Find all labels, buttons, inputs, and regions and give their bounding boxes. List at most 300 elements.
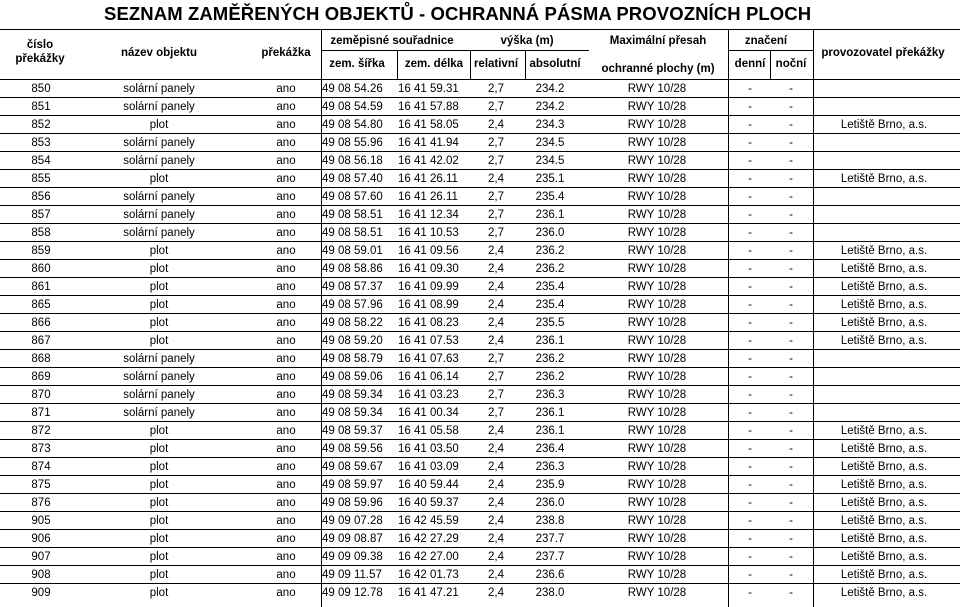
cell-provozovatel: Letiště Brno, a.s. [840,335,928,347]
col-header-prekazka: překážka [261,47,311,59]
cell-nazev: plot [149,245,169,257]
cell-abs: 235.4 [535,281,565,293]
cell-denni: - [748,335,752,347]
header-top-rule [0,29,960,30]
cell-presah: RWY 10/28 [627,551,687,563]
cell-delka: 16 41 03.09 [398,461,459,473]
cell-cislo: 869 [31,371,51,383]
cell-denni: - [748,137,752,149]
cell-sirka: 49 08 54.26 [322,83,383,95]
cell-abs: 238.0 [535,587,565,599]
cell-presah: RWY 10/28 [627,101,687,113]
cell-abs: 234.2 [535,101,565,113]
cell-delka: 16 41 07.53 [398,335,459,347]
cell-presah: RWY 10/28 [627,83,687,95]
cell-abs: 236.2 [535,245,565,257]
cell-delka: 16 41 57.88 [398,101,459,113]
page-title: SEZNAM ZAMĚŘENÝCH OBJEKTŮ - OCHRANNÁ PÁSMA PROVOZNÍCH PLOCH [104,3,812,24]
cell-cislo: 852 [31,119,51,131]
cell-rel: 2,7 [488,155,504,167]
col-header-cislo-line1: číslo [26,39,54,51]
cell-prekazka: ano [276,119,296,131]
cell-cislo: 857 [31,209,51,221]
cell-prekazka: ano [276,533,296,545]
cell-delka: 16 41 08.99 [398,299,459,311]
cell-sirka: 49 08 58.51 [322,227,383,239]
cell-denni: - [748,425,752,437]
col-header-presah: Maximální přesah [609,35,707,47]
cell-provozovatel: Letiště Brno, a.s. [840,497,928,509]
cell-nocni: - [789,227,793,239]
cell-prekazka: ano [276,407,296,419]
col-header-presah-sub: ochranné plochy (m) [601,63,715,75]
cell-sirka: 49 08 58.79 [322,353,383,365]
cell-cislo: 865 [31,299,51,311]
cell-nazev: solární panely [123,155,195,167]
cell-denni: - [748,515,752,527]
cell-cislo: 856 [31,191,51,203]
cell-sirka: 49 08 54.80 [322,119,383,131]
cell-nocni: - [789,479,793,491]
cell-prekazka: ano [276,443,296,455]
cell-provozovatel: Letiště Brno, a.s. [840,317,928,329]
cell-cislo: 854 [31,155,51,167]
cell-abs: 235.9 [535,479,565,491]
cell-nocni: - [789,83,793,95]
cell-nazev: solární panely [123,83,195,95]
cell-rel: 2,7 [488,83,504,95]
header-sub-rule-coords [321,50,589,51]
cell-presah: RWY 10/28 [627,353,687,365]
cell-sirka: 49 08 57.60 [322,191,383,203]
cell-cislo: 906 [31,533,51,545]
table-row [0,547,960,565]
cell-delka: 16 42 01.73 [398,569,459,581]
cell-nocni: - [789,425,793,437]
cell-denni: - [748,119,752,131]
cell-nazev: plot [149,425,169,437]
cell-denni: - [748,263,752,275]
cell-denni: - [748,245,752,257]
cell-rel: 2,4 [488,299,504,311]
cell-nocni: - [789,155,793,167]
cell-denni: - [748,209,752,221]
col-header-cislo-line2: překážky [15,53,65,65]
table-row [0,385,960,403]
cell-rel: 2,4 [488,497,504,509]
cell-nazev: plot [149,587,169,599]
cell-nazev: plot [149,461,169,473]
cell-abs: 236.3 [535,389,565,401]
cell-prekazka: ano [276,317,296,329]
cell-sirka: 49 08 59.01 [322,245,383,257]
cell-presah: RWY 10/28 [627,515,687,527]
cell-nazev: plot [149,569,169,581]
cell-rel: 2,7 [488,371,504,383]
cell-nazev: plot [149,281,169,293]
cell-prekazka: ano [276,497,296,509]
cell-nazev: solární panely [123,227,195,239]
cell-delka: 16 41 10.53 [398,227,459,239]
cell-rel: 2,4 [488,587,504,599]
table-row [0,169,960,187]
cell-prekazka: ano [276,101,296,113]
cell-provozovatel: Letiště Brno, a.s. [840,479,928,491]
cell-rel: 2,7 [488,137,504,149]
cell-provozovatel: Letiště Brno, a.s. [840,443,928,455]
table-row [0,565,960,583]
cell-abs: 236.2 [535,353,565,365]
cell-presah: RWY 10/28 [627,137,687,149]
cell-prekazka: ano [276,353,296,365]
cell-nocni: - [789,281,793,293]
cell-delka: 16 41 09.30 [398,263,459,275]
cell-rel: 2,7 [488,353,504,365]
col-header-denni: denní [734,58,766,70]
cell-delka: 16 41 03.50 [398,443,459,455]
cell-sirka: 49 08 59.20 [322,335,383,347]
cell-nazev: plot [149,119,169,131]
cell-provozovatel: Letiště Brno, a.s. [840,569,928,581]
cell-nocni: - [789,497,793,509]
col-header-nocni: noční [775,58,807,70]
cell-cislo: 905 [31,515,51,527]
cell-nazev: plot [149,335,169,347]
table-row [0,313,960,331]
cell-prekazka: ano [276,191,296,203]
cell-nazev: plot [149,173,169,185]
cell-cislo: 871 [31,407,51,419]
cell-nocni: - [789,191,793,203]
cell-cislo: 875 [31,479,51,491]
cell-rel: 2,4 [488,317,504,329]
cell-denni: - [748,173,752,185]
cell-prekazka: ano [276,245,296,257]
table-row [0,259,960,277]
table-row [0,583,960,601]
cell-rel: 2,4 [488,551,504,563]
cell-sirka: 49 08 59.34 [322,389,383,401]
cell-nazev: solární panely [123,137,195,149]
cell-sirka: 49 09 11.57 [322,569,382,581]
cell-nazev: plot [149,299,169,311]
cell-cislo: 876 [31,497,51,509]
cell-presah: RWY 10/28 [627,209,687,221]
col-header-znaceni: značení [744,35,788,47]
cell-rel: 2,4 [488,119,504,131]
cell-abs: 237.7 [535,551,565,563]
table-row [0,223,960,241]
cell-prekazka: ano [276,551,296,563]
cell-nocni: - [789,461,793,473]
cell-prekazka: ano [276,155,296,167]
cell-denni: - [748,479,752,491]
table-row [0,97,960,115]
cell-cislo: 873 [31,443,51,455]
cell-delka: 16 41 09.56 [398,245,459,257]
cell-rel: 2,4 [488,281,504,293]
cell-denni: - [748,587,752,599]
cell-nocni: - [789,551,793,563]
cell-denni: - [748,299,752,311]
col-header-nazev: název objektu [120,47,198,59]
cell-rel: 2,4 [488,245,504,257]
cell-cislo: 868 [31,353,51,365]
cell-delka: 16 41 59.31 [398,83,459,95]
cell-presah: RWY 10/28 [627,443,687,455]
cell-cislo: 853 [31,137,51,149]
cell-rel: 2,4 [488,173,504,185]
cell-sirka: 49 08 55.96 [322,137,383,149]
cell-denni: - [748,83,752,95]
cell-sirka: 49 08 58.86 [322,263,383,275]
cell-abs: 236.1 [535,335,565,347]
cell-cislo: 851 [31,101,51,113]
cell-denni: - [748,281,752,293]
cell-delka: 16 40 59.37 [398,497,459,509]
cell-denni: - [748,353,752,365]
cell-abs: 234.2 [535,83,565,95]
table-row [0,205,960,223]
cell-delka: 16 41 58.05 [398,119,459,131]
cell-presah: RWY 10/28 [627,425,687,437]
cell-nazev: plot [149,479,169,491]
cell-delka: 16 41 03.23 [398,389,459,401]
table-row [0,493,960,511]
cell-cislo: 867 [31,335,51,347]
cell-rel: 2,4 [488,443,504,455]
cell-presah: RWY 10/28 [627,587,687,599]
cell-delka: 16 42 27.29 [398,533,459,545]
cell-provozovatel: Letiště Brno, a.s. [840,245,928,257]
cell-sirka: 49 08 58.51 [322,209,383,221]
cell-abs: 236.4 [535,443,565,455]
cell-abs: 236.0 [535,227,565,239]
cell-rel: 2,4 [488,479,504,491]
cell-sirka: 49 09 07.28 [322,515,383,527]
cell-delka: 16 41 00.34 [398,407,459,419]
cell-provozovatel: Letiště Brno, a.s. [840,263,928,275]
cell-cislo: 907 [31,551,51,563]
cell-nocni: - [789,101,793,113]
cell-presah: RWY 10/28 [627,227,687,239]
cell-sirka: 49 08 59.97 [322,479,383,491]
table-row [0,457,960,475]
cell-provozovatel: Letiště Brno, a.s. [840,119,928,131]
cell-abs: 234.5 [535,155,565,167]
cell-prekazka: ano [276,83,296,95]
cell-rel: 2,4 [488,515,504,527]
cell-denni: - [748,551,752,563]
cell-rel: 2,7 [488,101,504,113]
cell-delka: 16 41 08.23 [398,317,459,329]
cell-prekazka: ano [276,515,296,527]
cell-provozovatel: Letiště Brno, a.s. [840,551,928,563]
col-header-souradnice: zeměpisné souřadnice [330,35,454,47]
col-header-relativni: relativní [473,58,519,70]
cell-cislo: 850 [31,83,51,95]
col-sep-sub [470,50,471,79]
table-row [0,421,960,439]
cell-presah: RWY 10/28 [627,245,687,257]
cell-denni: - [748,443,752,455]
cell-presah: RWY 10/28 [627,407,687,419]
cell-provozovatel: Letiště Brno, a.s. [840,533,928,545]
cell-nocni: - [789,407,793,419]
cell-rel: 2,4 [488,335,504,347]
cell-presah: RWY 10/28 [627,173,687,185]
table-row [0,511,960,529]
cell-nocni: - [789,443,793,455]
table-row [0,367,960,385]
cell-nocni: - [789,515,793,527]
table-row [0,295,960,313]
cell-presah: RWY 10/28 [627,497,687,509]
cell-presah: RWY 10/28 [627,389,687,401]
table-row [0,403,960,421]
cell-nocni: - [789,299,793,311]
cell-abs: 236.2 [535,371,565,383]
cell-delka: 16 41 06.14 [398,371,459,383]
cell-cislo: 858 [31,227,51,239]
cell-abs: 236.3 [535,461,565,473]
cell-delka: 16 42 27.00 [398,551,459,563]
cell-presah: RWY 10/28 [627,281,687,293]
cell-sirka: 49 08 56.18 [322,155,383,167]
table-row [0,529,960,547]
cell-presah: RWY 10/28 [627,263,687,275]
cell-denni: - [748,155,752,167]
cell-nazev: solární panely [123,407,195,419]
cell-denni: - [748,317,752,329]
cell-abs: 236.1 [535,209,565,221]
cell-prekazka: ano [276,569,296,581]
cell-presah: RWY 10/28 [627,299,687,311]
obstacle-table-body [0,79,960,601]
cell-abs: 236.2 [535,263,565,275]
cell-presah: RWY 10/28 [627,119,687,131]
cell-delka: 16 41 09.99 [398,281,459,293]
table-row [0,115,960,133]
cell-presah: RWY 10/28 [627,155,687,167]
cell-presah: RWY 10/28 [627,335,687,347]
cell-provozovatel: Letiště Brno, a.s. [840,281,928,293]
cell-sirka: 49 08 59.06 [322,371,383,383]
cell-sirka: 49 08 58.22 [322,317,383,329]
table-row [0,277,960,295]
cell-prekazka: ano [276,479,296,491]
cell-sirka: 49 08 57.40 [322,173,383,185]
cell-prekazka: ano [276,587,296,599]
cell-provozovatel: Letiště Brno, a.s. [840,299,928,311]
cell-nazev: solární panely [123,353,195,365]
cell-presah: RWY 10/28 [627,569,687,581]
cell-cislo: 874 [31,461,51,473]
cell-denni: - [748,389,752,401]
cell-abs: 235.5 [535,317,565,329]
cell-nocni: - [789,119,793,131]
cell-denni: - [748,371,752,383]
cell-nocni: - [789,569,793,581]
cell-nazev: solární panely [123,389,195,401]
cell-denni: - [748,569,752,581]
cell-delka: 16 40 59.44 [398,479,459,491]
cell-nazev: solární panely [123,101,195,113]
cell-rel: 2,4 [488,263,504,275]
cell-sirka: 49 09 12.78 [322,587,383,599]
cell-prekazka: ano [276,227,296,239]
cell-abs: 234.3 [535,119,565,131]
cell-delka: 16 41 41.94 [398,137,459,149]
cell-provozovatel: Letiště Brno, a.s. [840,173,928,185]
cell-abs: 238.8 [535,515,565,527]
col-header-provozovatel: provozovatel překážky [821,47,945,59]
cell-abs: 236.1 [535,425,565,437]
cell-delka: 16 41 12.34 [398,209,459,221]
cell-sirka: 49 08 59.67 [322,461,383,473]
cell-abs: 235.1 [535,173,565,185]
col-sep-sub [397,50,398,79]
cell-rel: 2,4 [488,569,504,581]
table-row [0,79,960,97]
cell-denni: - [748,461,752,473]
cell-nocni: - [789,263,793,275]
cell-presah: RWY 10/28 [627,191,687,203]
cell-denni: - [748,101,752,113]
col-header-cislo [15,38,64,66]
cell-sirka: 49 08 59.56 [322,443,383,455]
cell-prekazka: ano [276,299,296,311]
cell-nocni: - [789,245,793,257]
cell-nazev: plot [149,443,169,455]
cell-abs: 237.7 [535,533,565,545]
table-row [0,187,960,205]
cell-presah: RWY 10/28 [627,371,687,383]
cell-presah: RWY 10/28 [627,533,687,545]
cell-nocni: - [789,353,793,365]
cell-nocni: - [789,533,793,545]
cell-nazev: solární panely [123,209,195,221]
cell-denni: - [748,407,752,419]
cell-nocni: - [789,587,793,599]
cell-sirka: 49 08 59.96 [322,497,383,509]
cell-nocni: - [789,335,793,347]
cell-denni: - [748,191,752,203]
cell-denni: - [748,227,752,239]
cell-cislo: 855 [31,173,51,185]
cell-rel: 2,4 [488,461,504,473]
cell-sirka: 49 08 57.37 [322,281,383,293]
cell-delka: 16 41 42.02 [398,155,459,167]
cell-nazev: plot [149,317,169,329]
cell-provozovatel: Letiště Brno, a.s. [840,587,928,599]
cell-rel: 2,7 [488,209,504,221]
cell-sirka: 49 08 59.34 [322,407,383,419]
cell-presah: RWY 10/28 [627,479,687,491]
cell-provozovatel: Letiště Brno, a.s. [840,515,928,527]
cell-rel: 2,7 [488,389,504,401]
cell-nocni: - [789,137,793,149]
col-sep-sub [770,50,771,79]
table-row [0,133,960,151]
cell-delka: 16 41 26.11 [398,173,458,185]
cell-nocni: - [789,173,793,185]
cell-nocni: - [789,389,793,401]
cell-nazev: solární panely [123,371,195,383]
cell-delka: 16 41 07.63 [398,353,459,365]
cell-rel: 2,7 [488,407,504,419]
cell-sirka: 49 08 57.96 [322,299,383,311]
